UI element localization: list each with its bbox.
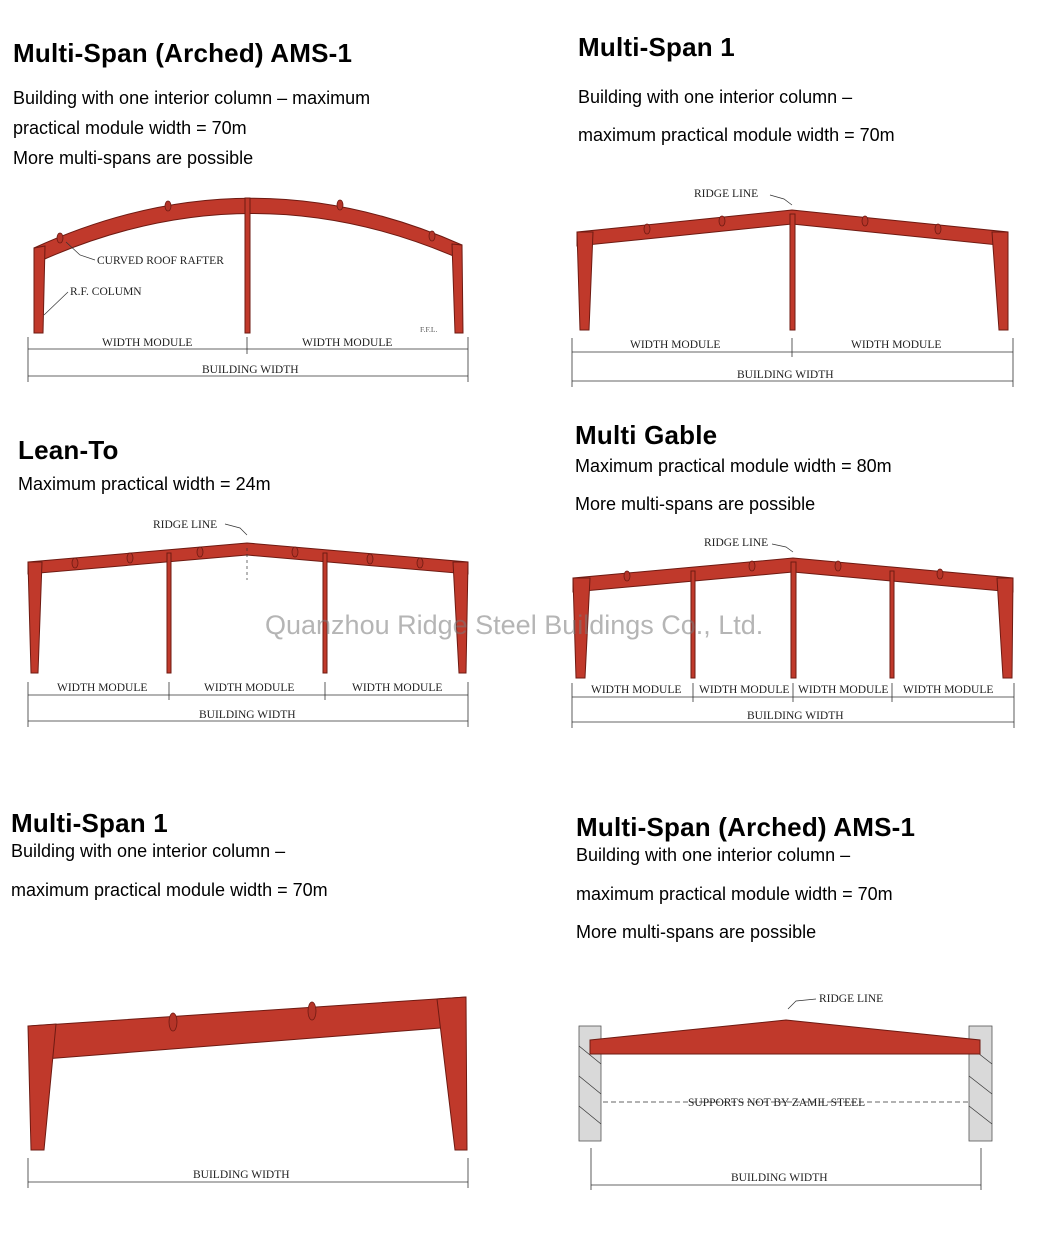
width-module-label: WIDTH MODULE [591, 684, 682, 696]
panel-text-ms1-bottom-2: maximum practical module width = 70m [11, 880, 328, 900]
supports-label: SUPPORTS NOT BY ZAMIL STEEL [688, 1097, 866, 1109]
panel-title-gable: Multi Gable [575, 420, 718, 450]
company-watermark: Quanzhou Ridge Steel Buildings Co., Ltd. [265, 610, 764, 640]
panel-text-ms1-top-2: maximum practical module width = 70m [578, 125, 895, 145]
rafter-splice [624, 571, 630, 581]
rafter-splice [937, 569, 943, 579]
interior-column [890, 571, 894, 678]
panel-text-ms1-bottom-1: Building with one interior column – [11, 841, 286, 861]
interior-column [167, 553, 171, 673]
right-column [992, 232, 1008, 330]
panel-title-ms1-bottom: Multi-Span 1 [11, 808, 168, 838]
panel-text-ams-top-2: practical module width = 70m [13, 118, 247, 138]
rafter-splice [719, 216, 725, 226]
interior-column [245, 198, 250, 333]
building-width-label: BUILDING WIDTH [199, 709, 296, 721]
panel-text-ams-top-1: Building with one interior column – maximum [13, 88, 371, 108]
building-width-label: BUILDING WIDTH [737, 369, 834, 381]
multispan-frame-diagram-top [572, 188, 1013, 387]
roof-rafter [590, 1020, 980, 1054]
supported-roof-diagram [579, 993, 992, 1190]
rafter-splice [862, 216, 868, 226]
panel-title-ms1-top: Multi-Span 1 [578, 32, 735, 62]
panel-text-ams-bottom-2: maximum practical module width = 70m [576, 884, 893, 904]
rafter-splice [337, 200, 343, 210]
rafter-splice [57, 233, 63, 243]
width-module-label: WIDTH MODULE [798, 684, 889, 696]
rafter-splice [935, 224, 941, 234]
ridge-leader [770, 195, 792, 205]
curved-roof-rafter-label: CURVED ROOF RAFTER [97, 255, 224, 267]
building-width-label: BUILDING WIDTH [731, 1172, 828, 1184]
rafter-splice [367, 554, 373, 564]
width-module-label: WIDTH MODULE [851, 339, 942, 351]
panel-text-ams-bottom-1: Building with one interior column – [576, 845, 851, 865]
arched-frame-diagram-top [28, 198, 468, 382]
left-rf-column [34, 246, 45, 333]
left-column [28, 562, 42, 673]
panel-title-ams-top: Multi-Span (Arched) AMS-1 [13, 38, 353, 68]
rafter-splice [835, 561, 841, 571]
right-rf-column [452, 244, 463, 333]
rf-column-label: R.F. COLUMN [70, 286, 142, 298]
panel-text-gable-2: More multi-spans are possible [575, 494, 816, 514]
rafter-splice [308, 1002, 316, 1020]
ridge-line-label: RIDGE LINE [704, 537, 769, 549]
rafter-splice [165, 201, 171, 211]
single-slope-frame-diagram [28, 997, 468, 1188]
rafter-splice [72, 558, 78, 568]
width-module-label: WIDTH MODULE [102, 337, 193, 349]
interior-column [791, 562, 796, 678]
interior-column [790, 214, 795, 330]
column-leader [44, 292, 68, 315]
width-module-label: WIDTH MODULE [630, 339, 721, 351]
width-module-label: WIDTH MODULE [302, 337, 393, 349]
rafter-splice [292, 547, 298, 557]
rafter-splice [749, 561, 755, 571]
left-column [577, 232, 593, 330]
panel-text-gable-1: Maximum practical module width = 80m [575, 456, 892, 476]
rafter-splice [644, 224, 650, 234]
roof-rafter [30, 997, 466, 1060]
width-module-label: WIDTH MODULE [903, 684, 994, 696]
roof-rafter [28, 543, 468, 574]
panel-text-ams-top-3: More multi-spans are possible [13, 148, 254, 168]
ridge-line-label: RIDGE LINE [153, 519, 218, 531]
right-column [997, 578, 1013, 678]
ffl-label: F.F.L. [420, 325, 438, 334]
right-column [437, 997, 467, 1150]
rafter-splice [417, 558, 423, 568]
left-column [28, 1024, 56, 1150]
panel-text-ams-bottom-3: More multi-spans are possible [576, 922, 817, 942]
width-module-label: WIDTH MODULE [204, 682, 295, 694]
rafter-splice [429, 231, 435, 241]
rafter-splice [197, 547, 203, 557]
ridge-line-label: RIDGE LINE [819, 993, 884, 1005]
ridge-leader [788, 999, 816, 1009]
building-width-label: BUILDING WIDTH [202, 364, 299, 376]
width-module-label: WIDTH MODULE [699, 684, 790, 696]
rafter-splice [169, 1013, 177, 1031]
panel-text-leanto-1: Maximum practical width = 24m [18, 474, 271, 494]
panel-title-leanto: Lean-To [18, 435, 119, 465]
panel-title-ams-bottom: Multi-Span (Arched) AMS-1 [576, 812, 916, 842]
building-width-label: BUILDING WIDTH [193, 1169, 290, 1181]
width-module-label: WIDTH MODULE [57, 682, 148, 694]
building-width-label: BUILDING WIDTH [747, 710, 844, 722]
rafter-splice [127, 553, 133, 563]
ridge-leader [772, 544, 793, 552]
ridge-line-label: RIDGE LINE [694, 188, 759, 200]
panel-text-ms1-top-1: Building with one interior column – [578, 87, 853, 107]
ridge-leader [225, 524, 247, 535]
width-module-label: WIDTH MODULE [352, 682, 443, 694]
